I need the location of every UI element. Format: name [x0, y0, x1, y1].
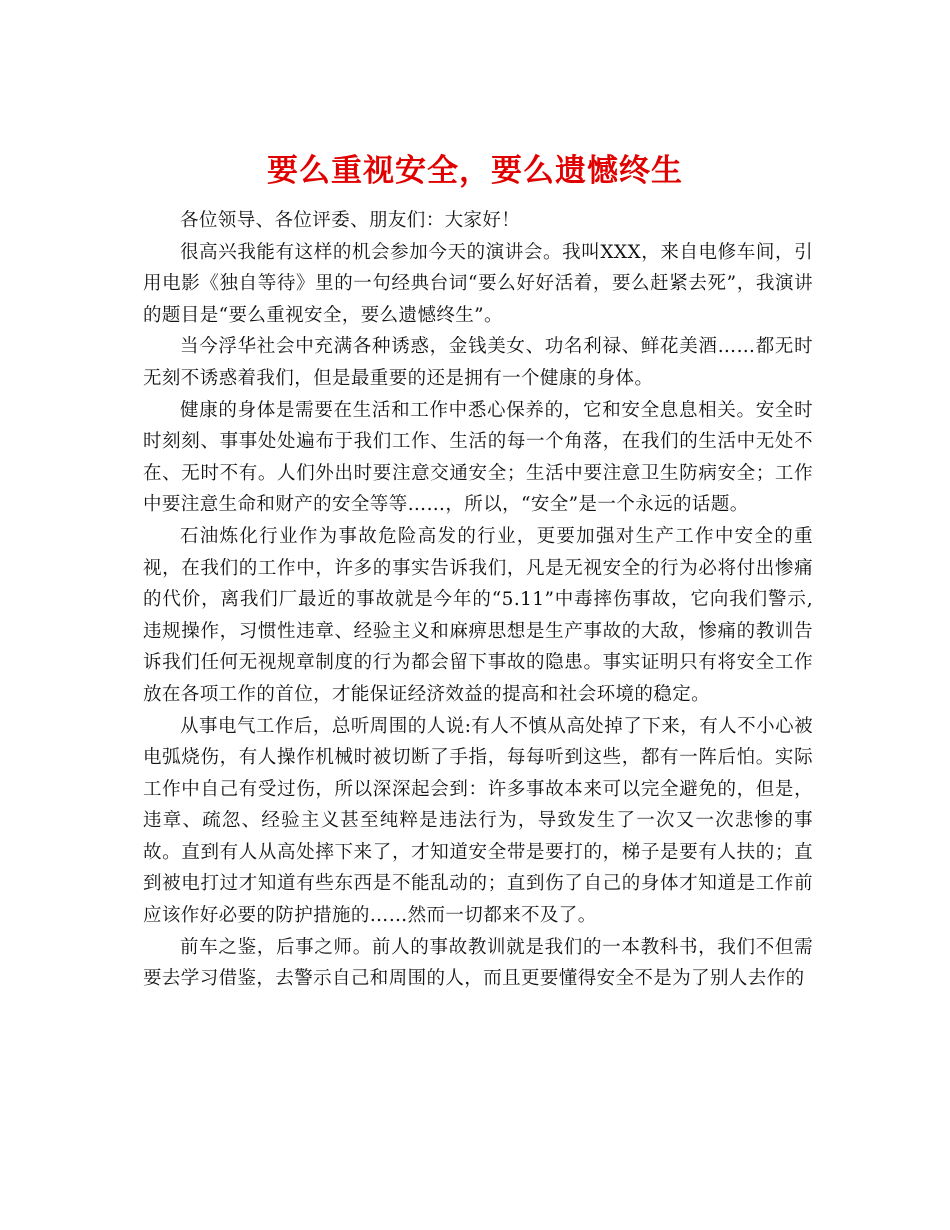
- body-paragraph: 健康的身体是需要在生活和工作中悉心保养的，它和安全息息相关。安全时时刻刻、事事处处遍布于我们工作、生活的每一个角落，在我们的生活中无处不在、无时不有。人们外出时要注意交通安全；生活中要注意卫生防病安全；工作中要注意生命和财产的安全等等……，所以，“安全”是一个永远的话题。: [143, 399, 813, 516]
- body-paragraph: 从事电气工作后，总听周围的人说:有人不慎从高处掉了下来，有人不小心被电弧烧伤，有人操作机械时被切断了手指，每每听到这些，都有一阵后怕。实际工作中自己有受过伤，所以深深起会到：许多事故本来可以完全避免的，但是，违章、疏忽、经验主义甚至纯粹是违法行为，导致发生了一次又一次悲惨的事故。直到有人从高处摔下来了，才知道安全带是要打的，梯子是要有人扶的；直到被电打过才知道有些东西是不能乱动的；直到伤了自己的身体才知道是工作前应该作好必要的防护措施的……然而一切都来不及了。: [143, 715, 813, 927]
- document-body: [143, 205, 813, 995]
- body-paragraph: 很高兴我能有这样的机会参加今天的演讲会。我叫XXX，来自电修车间，引用电影《独自等待》里的一句经典台词“要么好好活着，要么赶紧去死”，我演讲的题目是“要么重视安全，要么遗憾终生”。: [143, 241, 813, 326]
- greeting-paragraph: 各位领导、各位评委、朋友们：大家好！: [180, 210, 521, 231]
- body-paragraph: 当今浮华社会中充满各种诱惑，金钱美女、功名利禄、鲜花美酒……都无时无刻不诱惑着我们，但是最重要的还是拥有一个健康的身体。: [143, 336, 813, 389]
- body-paragraph: 石油炼化行业作为事故危险高发的行业，更要加强对生产工作中安全的重视，在我们的工作中，许多的事实告诉我们，凡是无视安全的行为必将付出惨痛的代价，离我们厂最近的事故就是今年的“5.11”中毒摔伤事故，它向我们警示, 违规操作，习惯性违章、经验主义和麻痹思想是生产事故的大敌，惨痛的教训告诉我们任何无视规章制度的行为都会留下事故的隐患。事实证明只有将安全工作放在各项工作的首位，才能保证经济效益的提高和社会环境的稳定。: [143, 525, 813, 705]
- document-title: 要么重视安全，要么遗憾终生: [267, 152, 683, 189]
- body-paragraph: 前车之鉴，后事之师。前人的事故教训就是我们的一本教科书，我们不但需要去学习借鉴，去警示自己和周围的人，而且更要懂得安全不是为了别人去作的: [143, 936, 813, 990]
